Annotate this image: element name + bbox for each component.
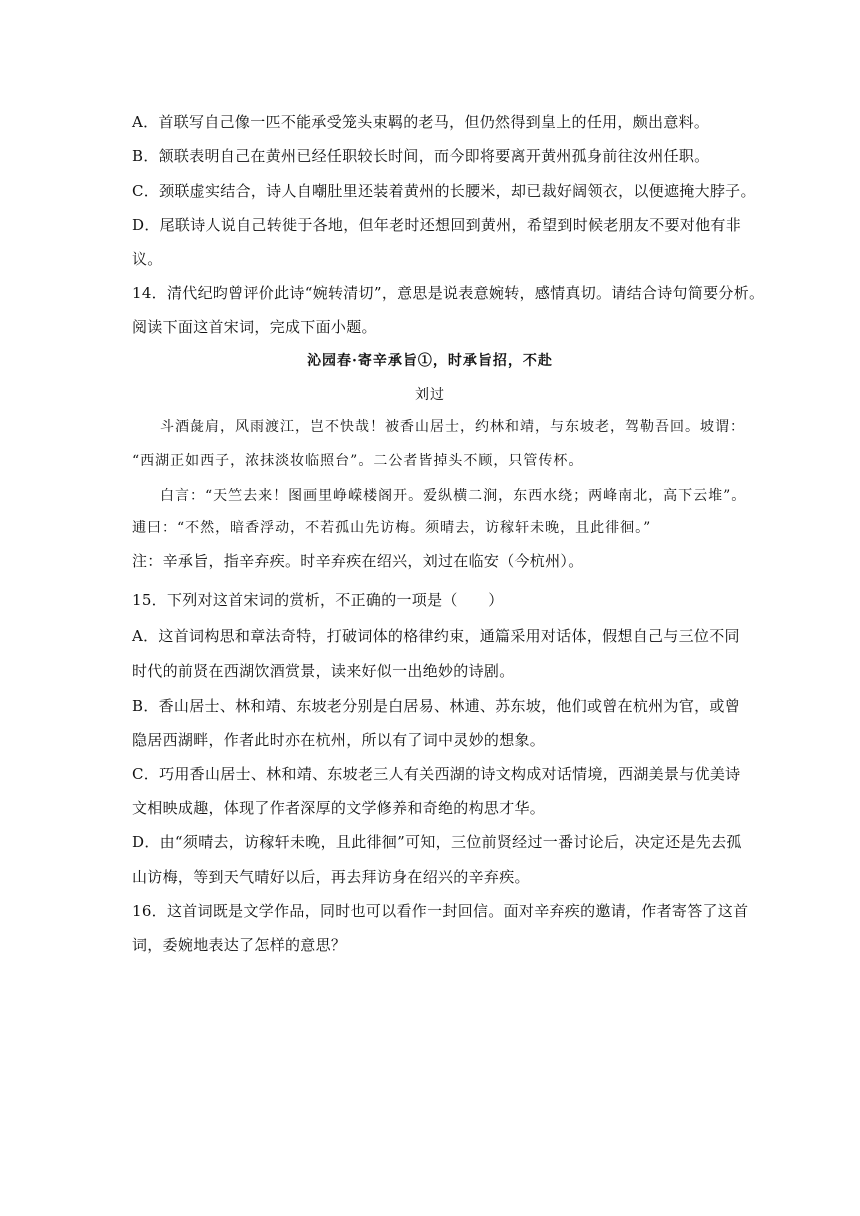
- poem-author: 刘过: [415, 387, 445, 403]
- poem-line: 斗酒彘肩，风雨渡江，岂不快哉！被香山居士，约林和靖，与东坡老，驾勒吾回。坡谓：: [160, 419, 745, 435]
- q15-option-b: B．香山居士、林和靖、东坡老分别是白居易、林逋、苏东坡，他们或曾在杭州为官，或曾: [132, 697, 741, 715]
- q15-option-c-cont: 文相映成趣，体现了作者深厚的文学修养和奇绝的构思才华。: [132, 799, 546, 817]
- poem-line: 逋曰：“不然，暗香浮动，不若孤山先访梅。须晴去，访稼轩未晚，且此徘徊。”: [132, 520, 652, 536]
- q15-option-d-cont: 山访梅，等到天气晴好以后，再去拜访身在绍兴的辛弃疾。: [132, 868, 530, 886]
- q16-stem-cont: 词，委婉地表达了怎样的意思？: [132, 936, 347, 954]
- q15-option-a: A．这首词构思和章法奇特，打破词体的格律约束，通篇采用对话体，假想自己与三位不同: [132, 627, 740, 645]
- q15-stem: 15．下列对这首宋词的赏析，不正确的一项是（ ）: [132, 591, 504, 609]
- q13-option-d-cont: 议。: [132, 250, 163, 268]
- q15-option-d: D．由“须晴去，访稼轩未晚，且此徘徊”可知，三位前贤经过一番讨论后，决定还是先去孤: [132, 833, 742, 851]
- q13-option-d: D．尾联诗人说自己转徙于各地，但年老时还想回到黄州，希望到时候老朋友不要对他有非: [132, 216, 742, 234]
- q15-option-a-cont: 时代的前贤在西湖饮酒赏景，读来好似一出绝妙的诗剧。: [132, 662, 515, 680]
- q15-option-b-cont: 隐居西湖畔，作者此时亦在杭州，所以有了词中灵妙的想象。: [132, 731, 546, 749]
- poem-title: 沁园春·寄辛承旨①，时承旨招，不赴: [307, 353, 553, 369]
- q14-stem: 14．清代纪昀曾评价此诗“婉转清切”，意思是说表意婉转，感情真切。请结合诗句简要分析。: [132, 284, 765, 302]
- poem-note: 注：辛承旨，指辛弃疾。时辛弃疾在绍兴，刘过在临安（今杭州）。: [132, 552, 584, 570]
- q15-option-c: C．巧用香山居士、林和靖、东坡老三人有关西湖的诗文构成对话情境，西湖美景与优美诗: [132, 765, 741, 783]
- poem-line: “西湖正如西子，浓抹淡妆临照台”。二公者皆掉头不顾，只管传杯。: [132, 453, 584, 469]
- q16-stem: 16．这首词既是文学作品，同时也可以看作一封回信。面对辛弃疾的邀请，作者寄答了这首: [132, 902, 749, 920]
- q13-option-a: A．首联写自己像一匹不能承受笼头束羁的老马，但仍然得到皇上的任用，颇出意料。: [132, 113, 710, 131]
- poem-line: 白言：“天竺去来！图画里峥嵘楼阁开。爱纵横二涧，东西水绕；两峰南北，高下云堆”。: [160, 488, 747, 504]
- reading-instruction: 阅读下面这首宋词，完成下面小题。: [132, 318, 377, 336]
- q13-option-c: C．颈联虚实结合，诗人自嘲肚里还装着黄州的长腰米，却已裁好阔领衣，以便遮掩大脖子。: [132, 182, 756, 200]
- q13-option-b: B．颔联表明自己在黄州已经任职较长时间，而今即将要离开黄州孤身前往汝州任职。: [132, 147, 710, 165]
